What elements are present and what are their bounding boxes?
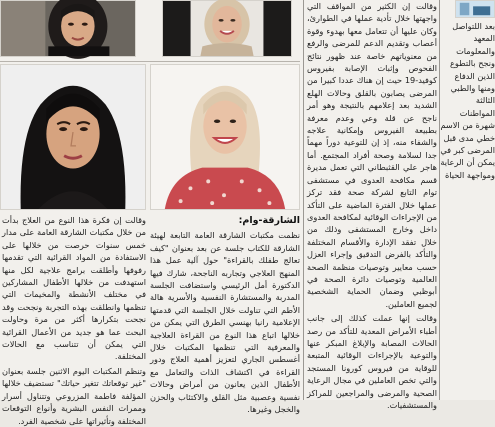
cropped-column-text: بعد اللتواصل المعهد والمعلومات ونجح بالتطوع الذين الدفاع ومنها والطبي الثالثة المواطنات شهرة من الاسم خطي مدى قبل المرضى كبر في يمكن أن الرعاية ومواجهة الحياة — [440, 21, 495, 180]
photo-top-right-strip — [455, 0, 495, 18]
article-right-column — [307, 0, 437, 410]
article-paragraph-origin: وقالت إن فكرة هذا النوع من العلاج بدأت من خلال مكتبات الشارقة العامة على مدار خمس سنوات حرصت من خلالها على الاستفادة من المواد القرائية التي تقدمها رفوفها وأطلقت برامج علاجية لكل منها استهدفت من خلالها الأطفال المشاركين في مختلف الأنشطة والمخيمات التي تنظمها وانطلقت بهذه التجربة ونجحت وقد نجحت بتكرارها أكثر من مرة وحاولت البحث عما هو جديد من الأعمال القرائية التي يمكن أن تتناسب مع الحالات المختلفة. — [2, 215, 146, 362]
photo-woman-black-hijab — [0, 64, 146, 210]
article-intro-column — [150, 214, 300, 415]
photo-woman-hijab-top — [0, 0, 136, 57]
article-intro-paragraph: نظمت مكتبات الشارقة العامة التابعة لهيئة الشارقة للكتاب جلسة عن بعد بعنوان "كيف تعالج طفلك بالقراءة" حول آلية عمل هذا المنهج العلاجي وتجاربه الناجحة، شارك فيها الدكتورة أمل الرئيسي واستضافت الجلسة المدربة والمستشارة النفسية والأسرية هالة الأطم التي تناولت خلال الجلسة التي قدمتها الإعلامية رانيا بهنسي الطرق التي يمكن من خلالها اتباع هذا النوع من القراءة العلاجية والمعرفية التي تنظمها المكتبات خلال أغسطس الجاري لتعزيز أهمية العلاج ودور القراءة في اكتشاف الذات والتعامل مع الأطفال الذين يعانون من أمراض وحالات نفسية وعصبية مثل القلق والاكتئاب والحزن والخجل وغيرها. — [150, 230, 300, 415]
photo-woman-smiling-top — [162, 0, 292, 57]
article-paragraph-infection-control: وقالت إنها عملت كذلك إلى جانب أطباء الأمراض المعدية للتأكد من رصد الحالات المصابة والإبلاغ المبكر عنها والتوعية بالإجراءات الوقائية المتبعة للوقاية من فيروس كورونا المستجد والتي تخص العاملين في مجال الرعاية الصحية والمرضى والمراجعين للمراكز والمستشفيات. — [307, 313, 437, 410]
cropped-right-column — [440, 20, 495, 400]
article-bottom-left-column — [2, 214, 146, 426]
section-rule — [0, 61, 300, 62]
article-paragraph-emergency: وقالت إن الكثير من المواقف التي واجهتها خلال تأدية عملها في الطوارئ، وكان عليها أن تتعامل معها بهدوء وقوة أعصاب وتقديم الدعم للمرضى والرفع من معنوياتهم خاصة عند ظهور نتائج الفحوص وإثبات الإصابة بفيروس كوفيد-19 حيث إن هناك عددا كبيرا من المرضى يصابون بالقلق وحالات الهلع الشديد بعد إعلامهم بالنتيجة وهو أمر ناجح عن قلة وعي وعدم معرفة بطبيعة الفيروس وإمكانية علاجه والشفاء منه، إذ إن للتوعية دوراً مهماً جدا لسلامة وصحة أفراد المجتمع. أما هاجر علي القثبطاني التي تعمل مديرة قسم مكافحة العدوى في مستشفى توام التابع لشركة صحة فقد تركز عملها خلال الفترة الماضية على التأكد من الإجراءات الوقائية لمكافحة العدوى داخل وخارج المستشفى وذلك من خلال تفقد الإدارة والأقسام المختلفة والتأكد بالفرض التدقيق وإجراء العزل حسب معايير وتوصيات منظمة الصحة العالمية وتوصيات دائرة الصحة في أبوظبي وضمان الحماية الشخصية لجميع العاملين. — [307, 1, 437, 309]
article-paragraph-session: وتنظم المكتبات اليوم الاثنين جلسة بعنوان "غير توقعاتك تتغير حياتك" تستضيف خلالها المؤلفة فاطمة المزروعي وتتناول أسرار وممرات النفس البشرية وأنواع التوقعات المختلفة وتأثيراتها على شخصية الفرد. — [2, 365, 146, 426]
photo-woman-beige-hijab — [150, 64, 300, 210]
article-byline: الشارقة-وام: — [238, 215, 300, 226]
column-rule — [303, 0, 304, 400]
